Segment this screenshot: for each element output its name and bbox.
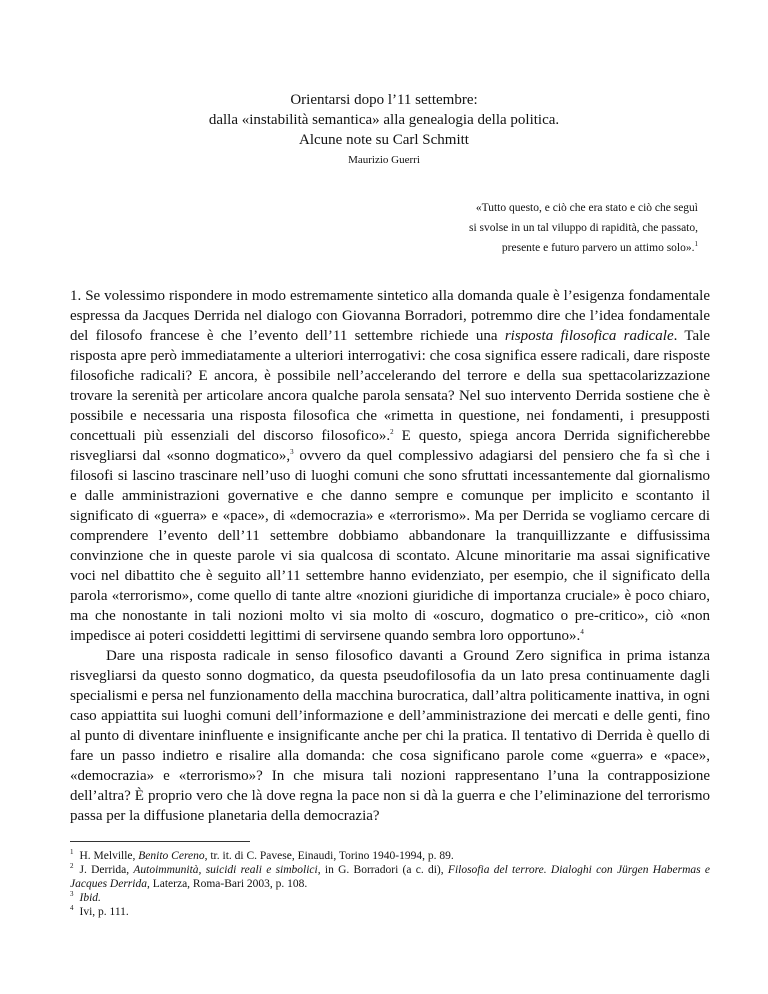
footnote-ref-2[interactable]: 2	[390, 428, 394, 436]
footnote-ref-3[interactable]: 3	[290, 448, 294, 456]
emphasis-risposta-filosofica-radicale: risposta filosofica radicale	[504, 328, 674, 344]
footnote-separator	[70, 841, 250, 842]
paragraph-2: Dare una risposta radicale in senso filosofico davanti a Ground Zero significa in prima istanza risvegliarsi da questo sonno dogmatico, da questa pseudofilosofia da un lato presa continuamente dagli specialismi e persa nel funzionamento della macchina burocratica, dall’altra politicamente inattiva, in ogni caso appiattita sui luoghi comuni dell’informazione e dell’amministrazione dei mercati e delle genti, fino al punto di diventare ininfluente e insignificante anche per chi la pratica. Il tentativo di Derrida è quello di fare un passo indietro e risalire alla domanda: che cosa significano parole come «guerra» e «pace», «democrazia» e «terrorismo»? In che misura tali nozioni rappresentano l’una la contrapposizione dell’altra? È proprio vero che là dove regna la pace non si dà la guerra e che l’eliminazione del terrorismo passa per la diffusione planetaria della democrazia?	[70, 648, 710, 824]
epigraph-line-1: «Tutto questo, e ciò che era stato e ciò che seguì	[475, 202, 698, 214]
epigraph-line-3: presente e futuro parvero un attimo solo».$^1$	[501, 240, 698, 254]
epigraph-line-2: si svolse in un tal viluppo di rapidità, che passato,	[468, 222, 698, 234]
footnotes	[70, 849, 710, 919]
footnote-1: $^1$ H. Melville, Benito Cereno, tr. it. di C. Pavese, Einaudi, Torino 1940-1994, p. 89.	[70, 848, 454, 862]
footnote-3: $^3$ Ibid.	[70, 890, 101, 904]
epigraph	[368, 198, 698, 258]
footnote-4: $^4$ Ivi, p. 111.	[70, 904, 129, 918]
title-line-3: Alcune note su Carl Schmitt	[299, 132, 469, 148]
body-text	[70, 286, 710, 826]
footnote-ref-4[interactable]: 4	[580, 628, 584, 636]
paragraph-1: 1. Se volessimo rispondere in modo estremamente sintetico alla domanda quale è l’esigenza fondamentale espressa da Jacques Derrida nel dialogo con Giovanna Borradori, potremmo dire che l’idea fondamentale del filosofo francese è che l’evento dell’11 settembre richiede una risposta filosofica radicale. Tale risposta apre però immediatamente a ulteriori interrogativi: che cosa significa essere radicali, dare risposte filosofiche radicali? E ancora, è possibile nell’accelerando del terrore e della sua spettacolarizzazione trovare la serenità per articolare ancora qualche parola sensata? Nel suo intervento Derrida sostiene che è possibile e necessaria una risposta filosofica che «rimetta in questione, nei fondamenti, i presupposti concettuali più essenziali del discorso filosofico».$^2$ E questo, spiega ancora Derrida significherebbe risvegliarsi dal «sonno dogmatico»,$^3$ ovvero da quel complessivo adagiarsi del pensiero che fa sì che i filosofi si lascino trascinare nell’uso di luoghi comuni che sono sfruttati incessantemente dal giornalismo e dalle amministrazioni governative e che danno sempre e comunque per implicito e scontanto il significato di «guerra» e «pace», di «democrazia» e «terrorismo». Ma per Derrida se vogliamo cercare di comprendere l’evento dell’11 settembre dobbiamo abbandonare la tranquillizzante e diffusissima convinzione che in queste parole vi sia qualcosa di scontato. Alcune minoritarie ma assai significative voci nel dibattito che è seguito all’11 settembre hanno evidenziato, per esempio, che il significato della parola «terrorismo», come quello di tante altre «nozioni giuridiche di importanza cruciale» è poco chiaro, ma che nonostante in tali nozioni molto vi sia molto di «oscuro, dogmatico o pre-critico», ciò «non impedisce ai poteri cosiddetti legittimi di servirsene quando sembra loro opportuno».$^4$	[70, 288, 711, 644]
footnote-2: $^2$ J. Derrida, Autoimmunità, suicidi reali e simbolici, in G. Borradori (a c. di), Filosofia del terrore. Dialoghi con Jürgen Habermas e Jacques Derrida, Laterza, Roma-Bari 2003, p. 108.	[70, 862, 711, 890]
document-title	[0, 90, 768, 150]
author-name: Maurizio Guerri	[348, 154, 420, 166]
footnote-ref-1[interactable]: 1	[694, 240, 698, 249]
title-line-1: Orientarsi dopo l’11 settembre:	[290, 92, 478, 108]
title-line-2: dalla «instabilità semantica» alla genealogia della politica.	[208, 112, 560, 128]
